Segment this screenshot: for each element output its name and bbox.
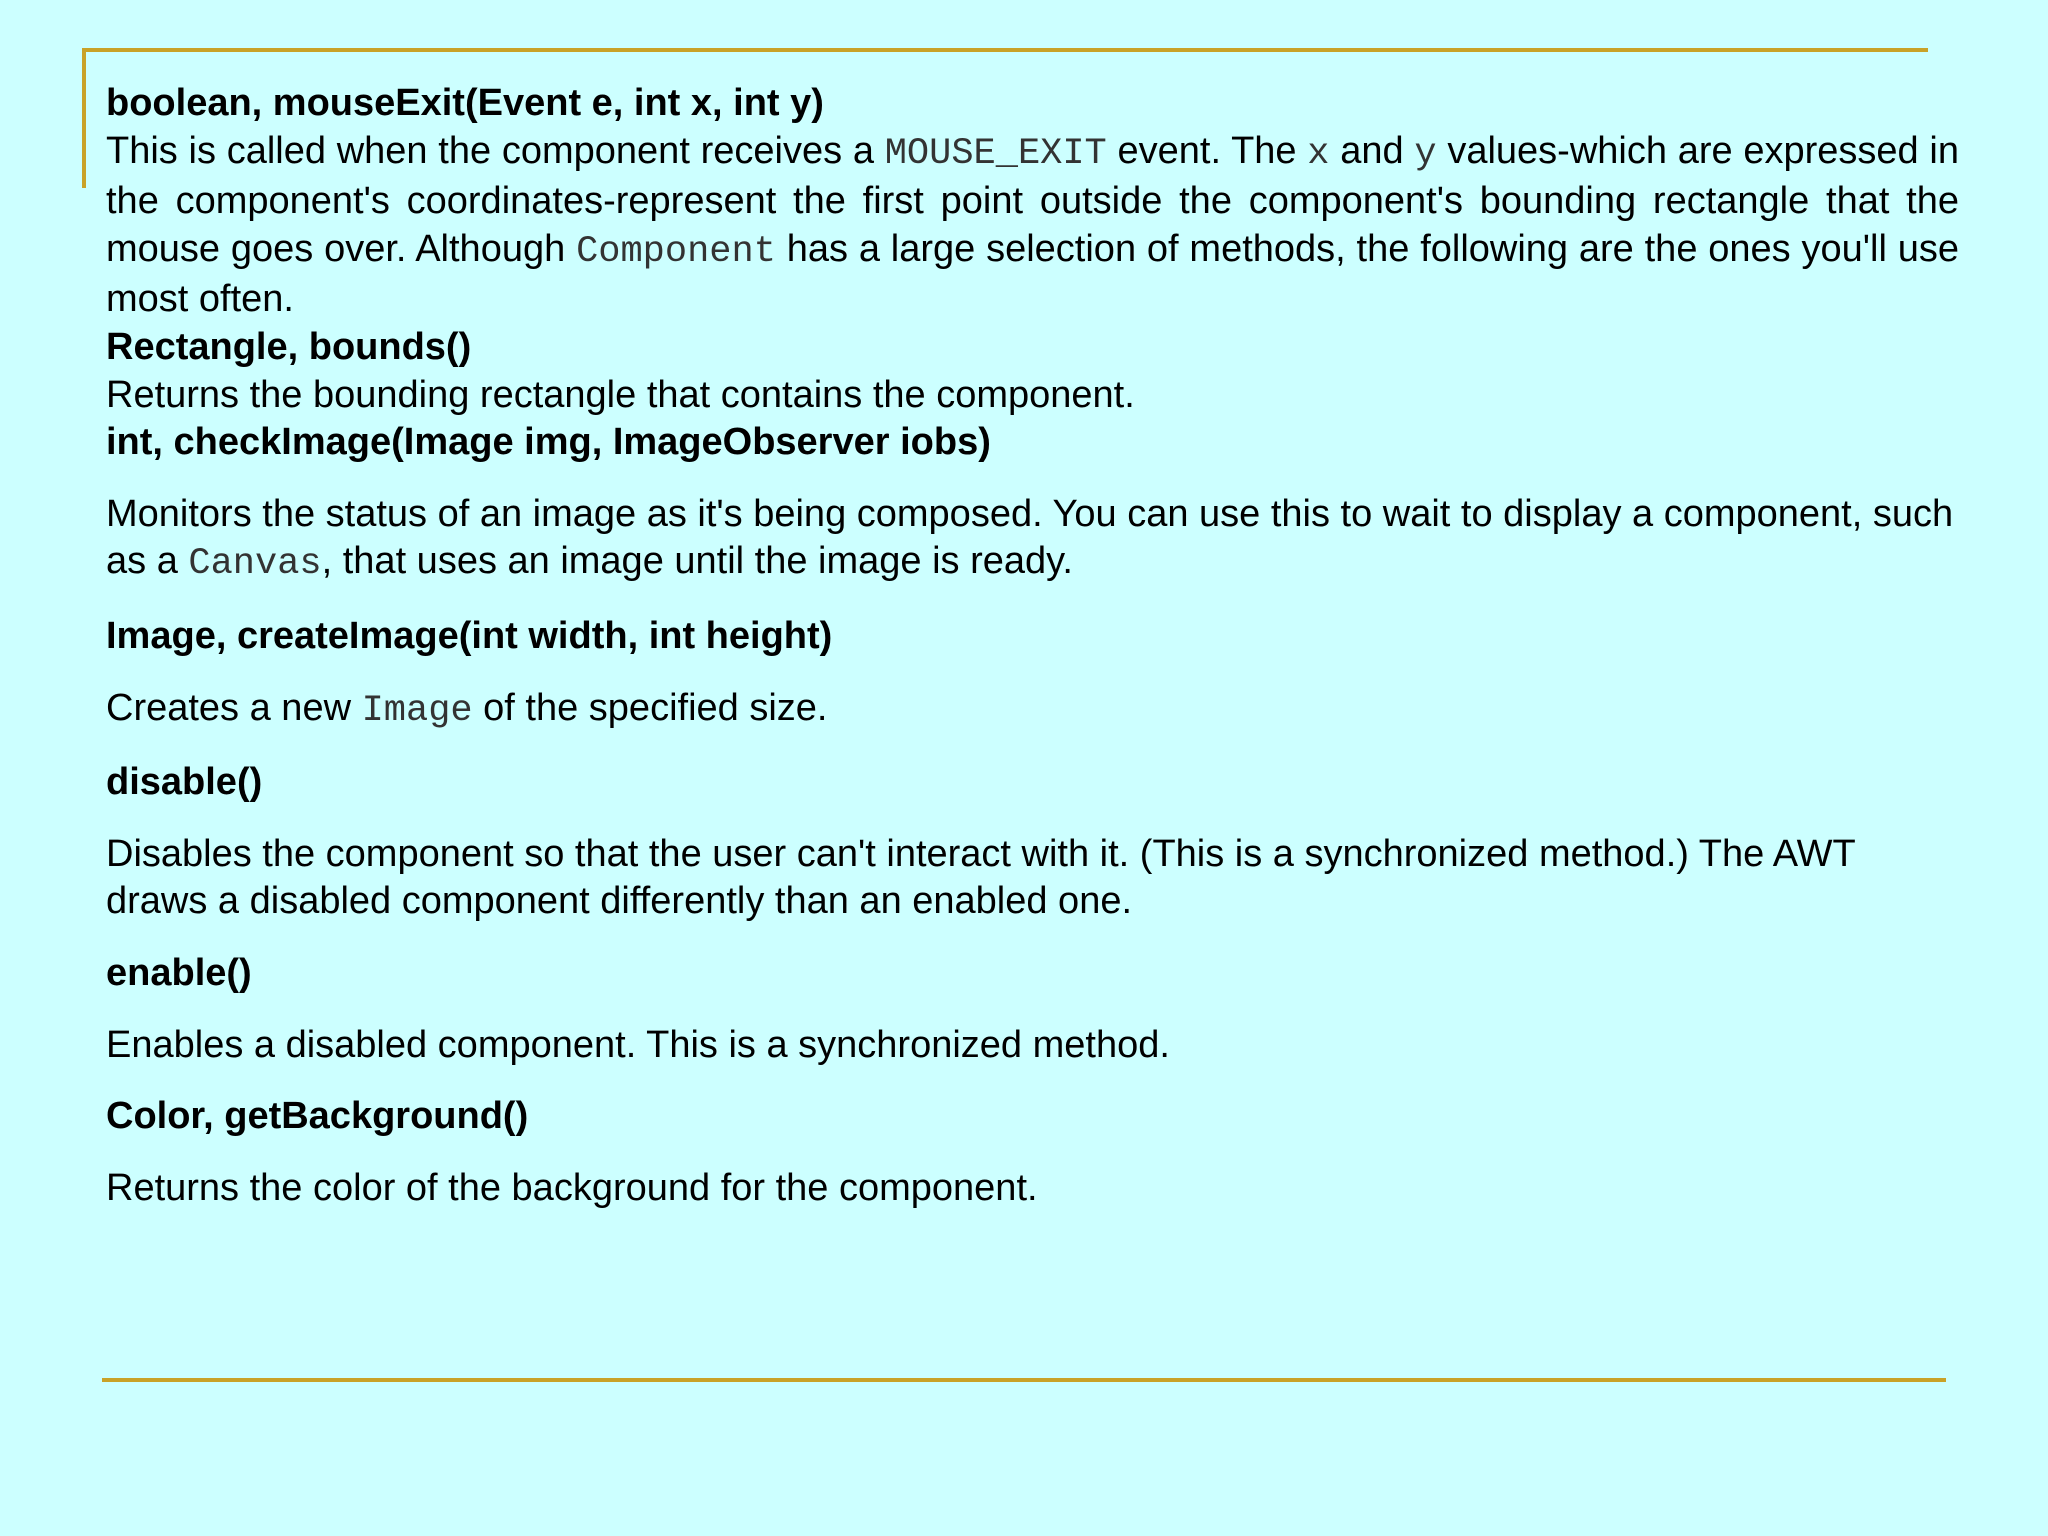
- method-desc-get-background: Returns the color of the background for the component.: [106, 1166, 1038, 1209]
- method-heading-get-background: Color, getBackground(): [106, 1095, 529, 1138]
- method-desc-check-image: Monitors the status of an image as it's being composed. You can use this to wait to display a component, such as a Canvas, that uses an image until the image is ready.: [106, 492, 1954, 586]
- method-desc-create-image: Creates a new Image of the specified size.: [106, 686, 828, 732]
- slide-content: [106, 80, 1959, 1212]
- code-term: y: [1414, 132, 1437, 175]
- method-desc-mouse-exit: This is called when the component receives a MOUSE_EXIT event. The x and y values-which are expressed in the component's coordinates-represent the first point outside the component's bounding rectangle that the mouse goes over. Although Component has a large selection of methods, the following are the ones you'll use most often.: [106, 129, 1960, 321]
- method-desc-enable: Enables a disabled component. This is a synchronized method.: [106, 1023, 1170, 1066]
- code-term: Canvas: [188, 543, 322, 586]
- code-term: x: [1307, 132, 1330, 175]
- top-rule: [82, 48, 1928, 52]
- method-heading-disable: disable(): [106, 761, 263, 804]
- method-heading-check-image: int, checkImage(Image img, ImageObserver iobs): [106, 421, 991, 464]
- code-term: Component: [576, 230, 776, 273]
- method-heading-bounds: Rectangle, bounds(): [106, 325, 472, 368]
- left-rule: [82, 48, 86, 188]
- method-heading-enable: enable(): [106, 951, 252, 994]
- method-heading-create-image: Image, createImage(int width, int height): [106, 614, 833, 657]
- method-desc-disable: Disables the component so that the user can't interact with it. (This is a synchronized method.) The AWT draws a disabled component differently than an enabled one.: [106, 832, 1856, 923]
- method-heading-mouse-exit: boolean, mouseExit(Event e, int x, int y): [106, 82, 824, 124]
- code-term: MOUSE_EXIT: [884, 132, 1107, 175]
- bottom-rule: [102, 1378, 1946, 1382]
- code-term: Image: [361, 689, 473, 732]
- method-desc-bounds: Returns the bounding rectangle that contains the component.: [106, 373, 1135, 416]
